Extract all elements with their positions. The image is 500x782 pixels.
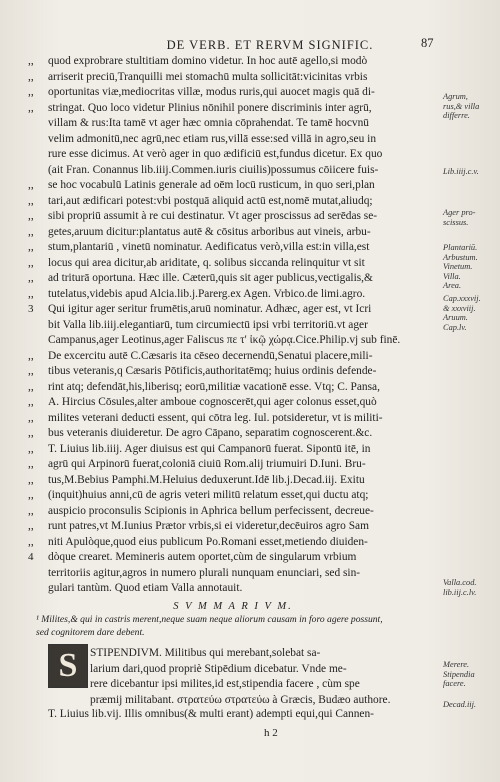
margin-line: differre. xyxy=(443,111,470,121)
line-text: gulari tantùm. Quod etiam Valla annotauit. xyxy=(48,582,243,594)
line-marker: ,, xyxy=(28,179,34,191)
text-line xyxy=(28,535,438,551)
line-marker: ,, xyxy=(28,55,34,67)
text-line xyxy=(28,225,438,241)
margin-note-cap xyxy=(443,294,499,332)
line-marker: ,, xyxy=(28,365,34,377)
line-text: sibi propriū assumit à re cui destinatur. Vt ager proscissus ad serēdas se- xyxy=(48,210,378,222)
text-line: rere dicebantur ipsi milites,id est,stipendia facere , cùm spe xyxy=(90,678,360,690)
line-text: tutelatus,videbis apud Alcia.lib.j.Parerg.ex Agen. Vrbico.de limi.agro. xyxy=(48,287,366,300)
margin-note-lib xyxy=(443,167,499,177)
margin-line: facere. xyxy=(443,679,466,689)
initial-letter: S xyxy=(58,647,78,684)
text-line xyxy=(28,488,438,504)
line-marker: ,, xyxy=(28,225,34,238)
line-marker: ,, xyxy=(28,458,34,470)
line-text: agrū qui Arpinorū fuerat,coloniā ciuiū Rom.alij triumuiri D.Iuni. Bru- xyxy=(48,458,366,470)
margin-line: Merere. xyxy=(443,660,470,669)
line-text: ad triturā oportuna. Hæc ille. Cæterū,quis sit ager publicus,vectigalis,& xyxy=(48,272,373,284)
line-text: Campanus,ager Leotinus,ager Faliscus πε τ' ἰκῷ χώρᾳ.Cice.Philip.vj sub finē. xyxy=(48,334,401,346)
text-line xyxy=(28,101,438,117)
margin-line: Valla.cod. xyxy=(443,578,477,587)
summarium-text xyxy=(28,614,438,639)
text-line xyxy=(28,271,438,287)
line-text: tari,aut ædificari potest:vbi postquā aliquid actū est,nomē mutat,aliudq; xyxy=(48,194,373,207)
margin-line: & xxxviij. xyxy=(443,303,476,313)
line-marker: ,, xyxy=(28,411,34,424)
text-line xyxy=(28,302,438,318)
stipendium-last-line: T. Liuius lib.vij. Illis omnibus(& multi erant) adempti equi,qui Cannen- xyxy=(48,708,374,720)
line-marker: ,, xyxy=(28,70,34,83)
line-text: villam & rus:Ita tamē vt ager hæc omnia cōprahendat. Te tamē hocvnū xyxy=(48,117,369,129)
margin-line: Cap.lv. xyxy=(443,322,467,332)
line-marker: ,, xyxy=(28,380,34,393)
line-marker: ,, xyxy=(28,520,34,532)
line-text: rure esse dicimus. At verò ager in quo ædificiū est,fundus dicetur. Ex quo xyxy=(48,148,383,160)
line-marker: ,, xyxy=(28,504,34,517)
page-number: 87 xyxy=(421,36,434,50)
margin-line: Agrum, xyxy=(443,92,468,101)
margin-note-ager-pro xyxy=(443,208,499,227)
text-line xyxy=(28,116,438,132)
line-marker: ,, xyxy=(28,256,34,269)
line-text: niti Apulòque,quod eius publicum Po.Romani esset,metiendo diuiden- xyxy=(48,535,368,548)
text-line xyxy=(28,194,438,210)
stipendium-paragraph xyxy=(90,646,440,708)
text-line xyxy=(28,349,438,365)
summarium-line: sed cognitorem dare debent. xyxy=(36,626,145,638)
margin-note-valla xyxy=(443,578,499,597)
text-line xyxy=(28,333,438,349)
text-line xyxy=(28,395,438,411)
line-text: locus qui area dicitur,ab ariditate, q. solibus siccanda relinquitur vt sit xyxy=(48,256,365,269)
line-marker: ,, xyxy=(28,241,34,253)
line-marker: 3 xyxy=(28,303,34,315)
text-line: STIPENDIVM. Militibus qui merebant,solebat sa- xyxy=(90,647,321,659)
text-line xyxy=(28,364,438,380)
line-text: T. Liuius lib.iiij. Ager diuisus est qui Campanorū fuerat. Sipontū itē, in xyxy=(48,442,371,455)
main-text xyxy=(28,54,438,639)
text-line xyxy=(28,163,438,179)
margin-note-plantarium xyxy=(443,243,499,291)
text-line xyxy=(28,519,438,535)
text-line xyxy=(28,380,438,396)
margin-note-decad xyxy=(443,700,499,710)
line-text: runt patres,vt M.Iunius Prætor vrbis,si ei videretur,decēuiros agro Sam xyxy=(48,520,369,532)
line-marker: ,, xyxy=(28,272,34,284)
margin-line: Lib.iiij.c.v. xyxy=(443,167,479,176)
line-text: auspicio proconsulis Scipionis in Aphrica bellum perfecissent, decreue- xyxy=(48,504,374,517)
text-line xyxy=(28,240,438,256)
text-line xyxy=(28,426,438,442)
margin-note-merere xyxy=(443,660,499,689)
text-line xyxy=(28,581,438,597)
line-text: (ait Fran. Conannus lib.iiij.Commen.iuris ciuilis)possumus cōiicere fuis- xyxy=(48,163,379,176)
line-marker: ,, xyxy=(28,210,34,222)
text-line: præmij militabant. στρατεύω στρατεύω à Græcis, Budæo authore. xyxy=(90,693,391,706)
line-text: territoriis agitur,agros in numero plurali nunquam enunciari, sed sin- xyxy=(48,566,361,579)
margin-line: scissus. xyxy=(443,217,469,227)
line-text: milites veterani deducti essent, qui cōtra leg. Iul. potsideretur, vt is militi- xyxy=(48,411,383,424)
text-line xyxy=(28,457,438,473)
line-text: A. Hircius Cōsules,alter amboue cognoscerēt,qui ager colonus esset,quò xyxy=(48,396,377,408)
line-text: stringat. Quo loco videtur Plinius nōnihil ponere discriminis inter agrū, xyxy=(48,101,372,114)
margin-line: Aruum. xyxy=(443,313,468,323)
line-text: stum,plantariū , vinetū nominatur. Aedificatus verò,villa est:in villa,est xyxy=(48,241,370,253)
signature-mark: h 2 xyxy=(264,727,278,739)
line-marker: 4 xyxy=(28,551,34,563)
text-line xyxy=(28,209,438,225)
text-line xyxy=(28,256,438,272)
text-line xyxy=(28,566,438,582)
text-line xyxy=(28,442,438,458)
margin-line: Decad.iij. xyxy=(443,700,477,709)
line-text: velim admonitū,nec agrū,nec etiam rus,villā esse:sed villā in agro,seu in xyxy=(48,132,377,145)
margin-line: Ager pro- xyxy=(443,208,476,217)
line-marker: ,, xyxy=(28,86,34,98)
line-text: De excercitu autē C.Cæsaris ita cēseo decernendū,Senatui placere,mili- xyxy=(48,349,373,362)
line-text: quod exprobrare stultitiam domino videtur. In hoc autē agello,si modò xyxy=(48,55,368,67)
line-text: dòque crearet. Memineris autem oportet,cùm de singularum vrbium xyxy=(48,551,357,563)
margin-line: Cap.xxxvij. xyxy=(443,294,481,303)
text-line: larium dari,quod propriè Stipēdium dicebatur. Vnde me- xyxy=(90,662,347,675)
text-line xyxy=(28,178,438,194)
line-marker: ,, xyxy=(28,427,34,439)
line-marker: ,, xyxy=(28,349,34,362)
line-text: getes,aruum dicitur:plantatus autē & cōsitus arboribus aut vineis, arbu- xyxy=(48,225,371,238)
text-line xyxy=(28,473,438,489)
margin-line: Vinetum. xyxy=(443,262,473,272)
text-line xyxy=(28,318,438,334)
text-line xyxy=(28,132,438,148)
decorated-initial xyxy=(48,644,88,688)
text-line xyxy=(28,550,438,566)
text-line xyxy=(28,70,438,86)
text-line xyxy=(28,411,438,427)
line-text: bit Valla lib.iiij.elegantiarū, tum circumiectū ipsi vrbi territoriū.vt ager xyxy=(48,318,368,331)
text-line xyxy=(28,54,438,70)
line-text: rint atq; defendāt,his,liberisq; eorū,militiæ vacationē esse. Vtq; C. Pansa, xyxy=(48,380,380,393)
margin-line: Villa. xyxy=(443,271,461,281)
margin-line: Area. xyxy=(443,281,462,291)
margin-note-agrum xyxy=(443,92,499,121)
line-marker: ,, xyxy=(28,101,34,114)
margin-line: Arbustum. xyxy=(443,252,478,262)
line-marker: ,, xyxy=(28,396,34,408)
margin-line: Stipendia xyxy=(443,669,475,679)
line-marker: ,, xyxy=(28,473,34,486)
text-line xyxy=(28,147,438,163)
line-text: se hoc vocabulū Latinis generale ad oēm locū rusticum, in quo seri,plan xyxy=(48,179,375,191)
summarium-line: ¹ Milites,& qui in castris merent,neque suam neque aliorum causam in foro agere possunt, xyxy=(36,614,383,625)
text-line xyxy=(28,287,438,303)
margin-line: rus,& villa xyxy=(443,101,480,111)
running-head: DE VERB. ET RERVM SIGNIFIC. xyxy=(166,38,374,52)
line-text: tibus veteranis,q Cæsaris Pōtificis,authoritatēmq; huius ordinis defende- xyxy=(48,365,377,377)
line-text: (inquit)huius anni,cū de agris veteri militū relatum esset,qui ductu atq; xyxy=(48,489,369,501)
margin-line: Plantariū. xyxy=(443,243,478,252)
line-text: oportunitas viæ,mediocritas villæ, modus ruris,qui auocet magis quā di- xyxy=(48,86,375,98)
text-line xyxy=(28,504,438,520)
line-marker: ,, xyxy=(28,489,34,501)
margin-line: lib.iij.c.lv. xyxy=(443,587,477,597)
line-marker: ,, xyxy=(28,287,34,300)
line-marker: ,, xyxy=(28,442,34,455)
line-marker: ,, xyxy=(28,194,34,207)
line-marker: ,, xyxy=(28,535,34,548)
line-text: Qui igitur ager seritur frumētis,aruū nominatur. Adhæc, ager est, vt Icri xyxy=(48,303,372,315)
line-text: tus,M.Bebius Pamphi.M.Heluius deduxerunt.Idē lib.j.Decad.iij. Exitu xyxy=(48,473,365,486)
line-text: bus veteranis diuideretur. De agro Cāpano, separatim cognoscerent.&c. xyxy=(48,427,373,439)
line-text: arriserit preciū,Tranquilli mei stomachū multa sollicitāt:vicinitas vrbis xyxy=(48,70,368,83)
summarium-title: S V M M A R I V M. xyxy=(173,600,293,612)
text-line xyxy=(28,85,438,101)
